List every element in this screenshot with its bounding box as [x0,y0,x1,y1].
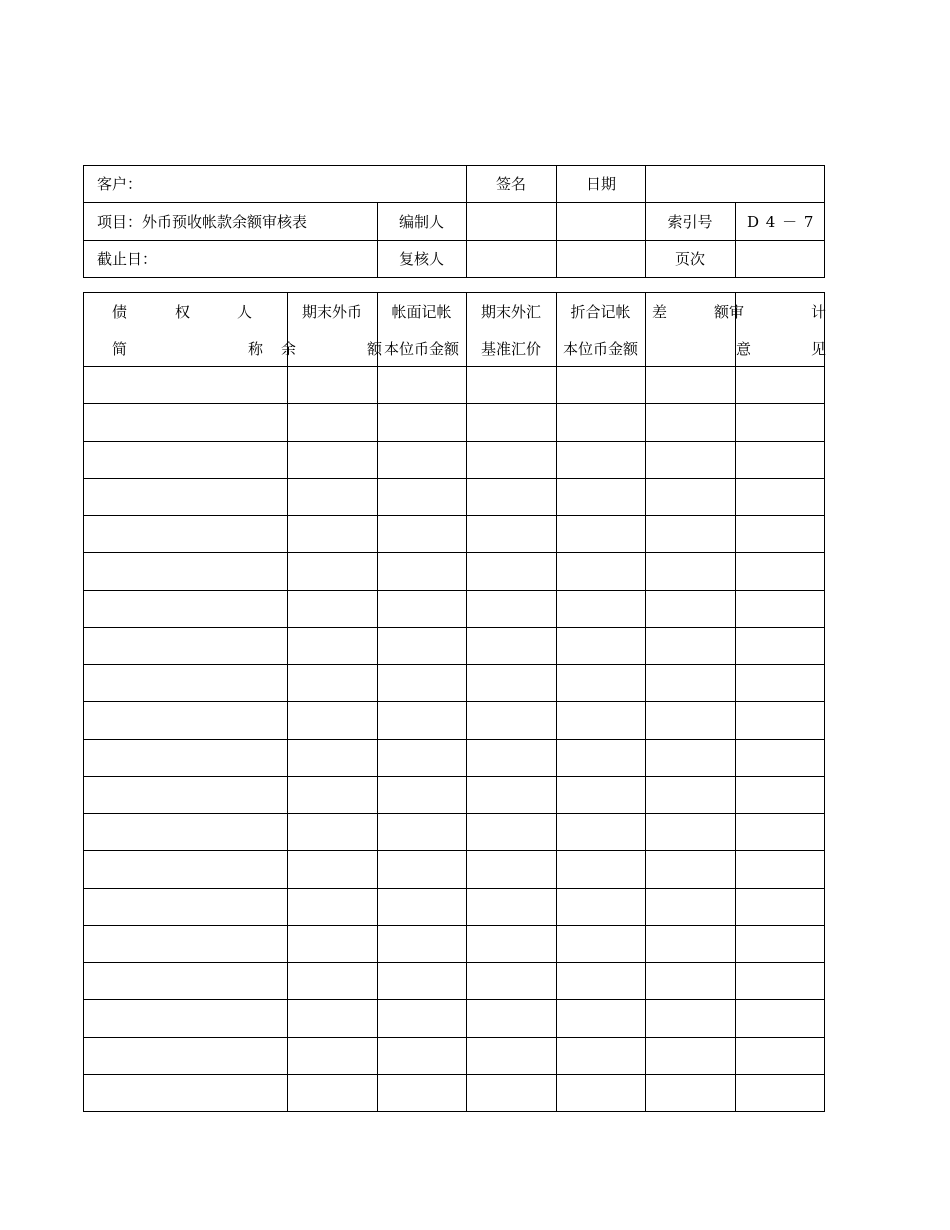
col1-char: 人 [237,303,253,321]
table-row [83,888,825,889]
table-row [83,813,825,814]
table-row [83,850,825,851]
col1-char: 债 [112,303,128,321]
col2-line1: 期末外币 [301,303,362,321]
table-row [83,776,825,777]
client-label: 客户： [97,175,143,193]
reviewer-label: 复核人 [398,250,444,268]
table-row [83,962,825,963]
col4-line1: 期末外汇 [480,303,541,321]
table-row [83,999,825,1000]
preparer-label: 编制人 [398,213,444,231]
col1-char: 简 [112,340,128,358]
page-label: 页次 [674,250,705,268]
col1-char: 权 [175,303,191,321]
col2-char: 额 [367,340,383,358]
index-value: D 4 － 7 [747,213,815,231]
col4-line2: 基准汇价 [480,340,541,358]
table-row [83,590,825,591]
col7-char: 审 [729,303,745,321]
date-label: 日期 [585,175,616,193]
col3-line1: 帐面记帐 [391,303,452,321]
col1-char: 称 [248,340,264,358]
col5-line2: 本位币金额 [562,340,638,358]
table-row [83,664,825,665]
table-row [83,403,825,404]
table-row [83,1111,825,1112]
table-row [83,925,825,926]
col7-char: 见 [811,340,827,358]
col6-char: 额 [714,303,730,321]
table-row [83,1074,825,1075]
table-row [83,552,825,553]
cutoff-label: 截止日： [97,250,158,268]
col7-char: 意 [736,340,752,358]
table-row [83,739,825,740]
project-label: 项目：外币预收帐款余额审核表 [97,213,308,231]
table-row [83,701,825,702]
table-row [83,627,825,628]
col7-char: 计 [811,303,827,321]
col5-line1: 折合记帐 [570,303,631,321]
table-row [83,1037,825,1038]
index-label: 索引号 [667,213,713,231]
col2-char: 余 [281,340,297,358]
table-row [83,478,825,479]
table-row [83,441,825,442]
col6-char: 差 [652,303,668,321]
col3-line2: 本位币金额 [383,340,459,358]
signature-label: 签名 [495,175,526,193]
table-row [83,515,825,516]
